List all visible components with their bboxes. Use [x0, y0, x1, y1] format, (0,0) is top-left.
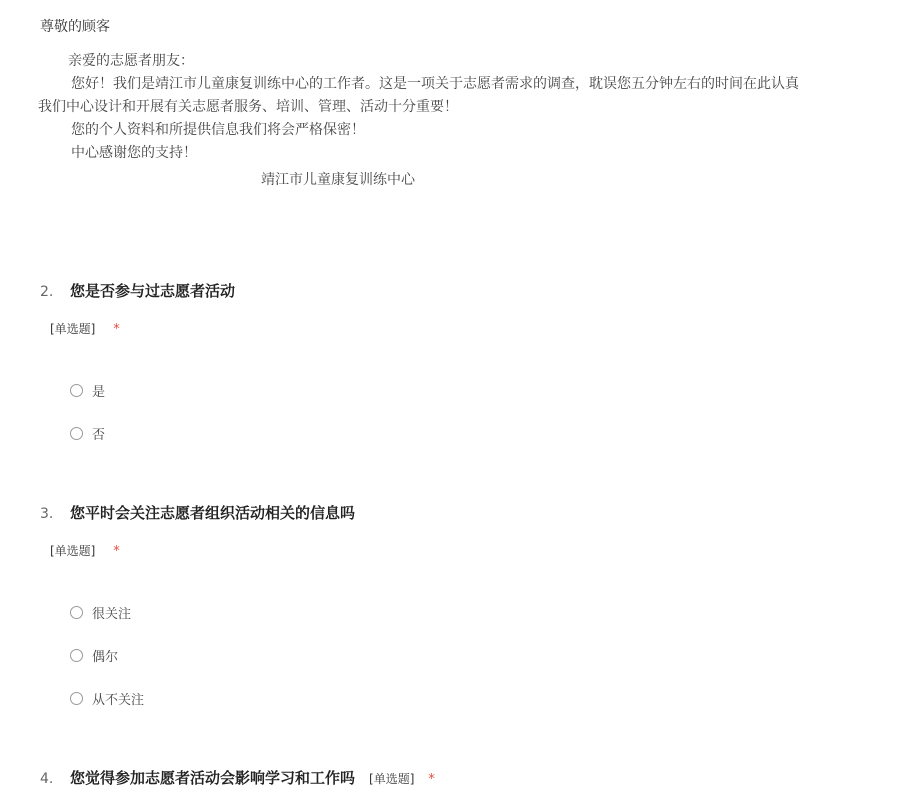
option-label: 是 [92, 385, 106, 400]
required-mark: * [113, 544, 120, 559]
question-type-label: [单选题] [369, 772, 415, 786]
intro-signature: 靖江市儿童康复训练中心 [261, 172, 415, 188]
option-very-concerned[interactable] [70, 591, 900, 634]
question-2 [40, 280, 900, 455]
intro-greeting: 亲爱的志愿者朋友： [68, 53, 194, 69]
option-label: 很关注 [92, 607, 132, 622]
radio-button[interactable] [70, 649, 83, 662]
salutation-text: 尊敬的顾客 [40, 19, 110, 35]
question-number: 3. [40, 506, 54, 522]
question-type-label: [单选题] [50, 544, 96, 558]
question-title: 您觉得参加志愿者活动会影响学习和工作吗 [70, 769, 356, 787]
question-3 [40, 502, 900, 720]
intro-para3: 中心感谢您的支持！ [71, 145, 197, 161]
radio-button[interactable] [70, 692, 83, 705]
question-title: 您平时会关注志愿者组织活动相关的信息吗 [70, 504, 356, 522]
radio-button[interactable] [70, 606, 83, 619]
radio-button[interactable] [70, 427, 83, 440]
option-label: 偶尔 [92, 650, 119, 665]
question-title: 您是否参与过志愿者活动 [70, 282, 236, 300]
intro-para2: 您的个人资料和所提供信息我们将会严格保密！ [71, 122, 365, 138]
option-occasionally[interactable] [70, 634, 900, 677]
question-number: 4. [40, 771, 54, 787]
intro-para1-line2: 我们中心设计和开展有关志愿者服务、培训、管理、活动十分重要！ [38, 99, 458, 115]
options-list [70, 369, 900, 455]
question-number: 2. [40, 284, 54, 300]
question-type-label: [单选题] [50, 322, 96, 336]
option-no[interactable] [70, 412, 900, 455]
option-label: 从不关注 [92, 693, 145, 708]
required-mark: * [113, 322, 120, 337]
options-list [70, 591, 900, 720]
intro-para1-line1: 您好！我们是靖江市儿童康复训练中心的工作者。这是一项关于志愿者需求的调查，耽误您五分钟左右的时间在此认真 [71, 76, 799, 92]
survey-intro [40, 50, 900, 192]
option-label: 否 [92, 428, 106, 443]
radio-button[interactable] [70, 384, 83, 397]
option-never[interactable] [70, 677, 900, 720]
option-yes[interactable] [70, 369, 900, 412]
required-mark: * [428, 772, 435, 787]
question-4 [40, 767, 900, 791]
